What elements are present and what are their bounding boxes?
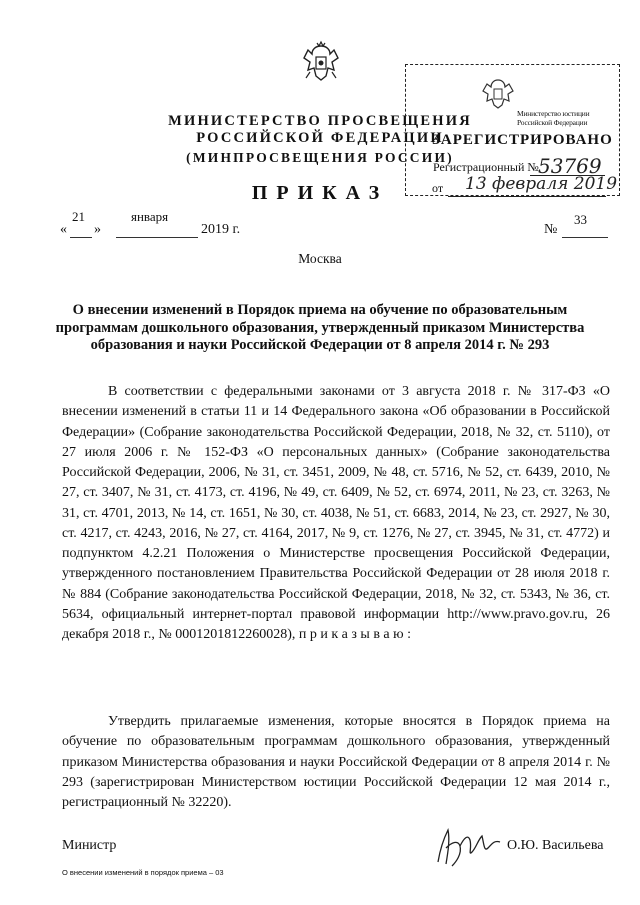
order-month: января: [131, 209, 169, 224]
signatory-position: Министр: [62, 838, 117, 853]
stamp-heading: Министерство юстиции Российской Федерации: [517, 109, 590, 127]
stamp-registered-label: ЗАРЕГИСТРИРОВАНО: [432, 132, 613, 148]
order-year: 2019 г.: [201, 222, 241, 237]
stamp-coat-of-arms-icon: [480, 76, 516, 110]
ministry-name-line2: РОССИЙСКОЙ ФЕДЕРАЦИИ: [196, 130, 444, 146]
order-day: 21: [72, 209, 85, 224]
ministry-name-line1: МИНИСТЕРСТВО ПРОСВЕЩЕНИЯ: [168, 113, 472, 129]
body-paragraph-2: Утвердить прилагаемые изменения, которые вносятся в Порядок приема на обучение по образовательным программам дошкольного образования, утвержденный приказом Министерства образования и науки Российской Федерации от 8 апреля 2014 г. № 293 (зарегистрирован Министерством юстиции Российской Федерации 12 мая 2014 г., регистрационный № 32220).: [62, 714, 610, 810]
city: Москва: [298, 251, 342, 266]
month-underline: [116, 237, 198, 238]
document-type: ПРИКАЗ: [251, 182, 389, 204]
stamp-reg-number-label: Регистрационный №: [433, 160, 539, 174]
order-number: 33: [574, 212, 587, 227]
day-underline: [70, 237, 92, 238]
date-quote-open: «: [60, 222, 67, 237]
stamp-reg-number: 53769: [538, 154, 602, 178]
body-paragraph-1: В соответствии с федеральными законами от 3 августа 2018 г. № 317-ФЗ «О внесении изменений в статьи 11 и 14 Федерального закона «Об образовании в Российской Федерации» (Собрание законодательства Российской Федерации, 2018, № 32, ст. 5110), от 27 июля 2006 г. № 152-ФЗ «О персональных данных» (Собрание законодательства Российской Федерации, 2006, № 31, ст. 3451, 2009, № 48, ст. 5716, № 52, ст. 6439, 2010, № 27, ст. 3407, № 31, ст. 4173, ст. 4196, № 49, ст. 6409, № 52, ст. 6974, 2011, № 23, ст. 3263, № 31, ст. 4701, 2013, № 14, ст. 1651, № 30, ст. 4038, № 51, ст. 6683, 2014, № 23, ст. 2927, № 30, ст. 4217, ст. 4243, 2016, № 27, ст. 4164, 2017, № 9, ст. 1276, № 27, ст. 3945, № 31, ст. 4772) и подпунктом 4.2.21 Положения о Министерстве просвещения Российской Федерации, утвержденного постановлением Правительства Российской Федерации от 28 июля 2018 г. № 884 (Собрание законодательства Российской Федерации, 2018, № 32, ст. 5343, № 36, ст. 5634, официальный интернет-портал правовой информации http://www.pravo.gov.ru, 26 декабря 2018 г., № 0001201812260028), п р и к а з ы в а ю :: [62, 384, 610, 642]
number-underline: [562, 237, 608, 238]
handwritten-signature-icon: [430, 822, 510, 872]
document-title: О внесении изменений в Порядок приема на обучение по образовательным программам дошкольного образования, утвержденный приказом Министерства образования и науки Российской Федерации от 8 апреля 2014 г. № 293: [55, 302, 585, 353]
coat-of-arms-icon: [300, 40, 342, 84]
date-quote-close: »: [94, 222, 101, 237]
signatory-name: О.Ю. Васильева: [507, 838, 604, 853]
footer-document-code: О внесении изменений в порядок приема – 03: [62, 868, 224, 877]
order-number-label: №: [544, 222, 558, 237]
stamp-date-handwritten: 13 февраля 2019: [465, 174, 618, 194]
stamp-date-underline: [448, 196, 606, 197]
stamp-date-label: от: [432, 181, 444, 195]
ministry-short-name: (МИНПРОСВЕЩЕНИЯ РОССИИ): [186, 150, 454, 165]
